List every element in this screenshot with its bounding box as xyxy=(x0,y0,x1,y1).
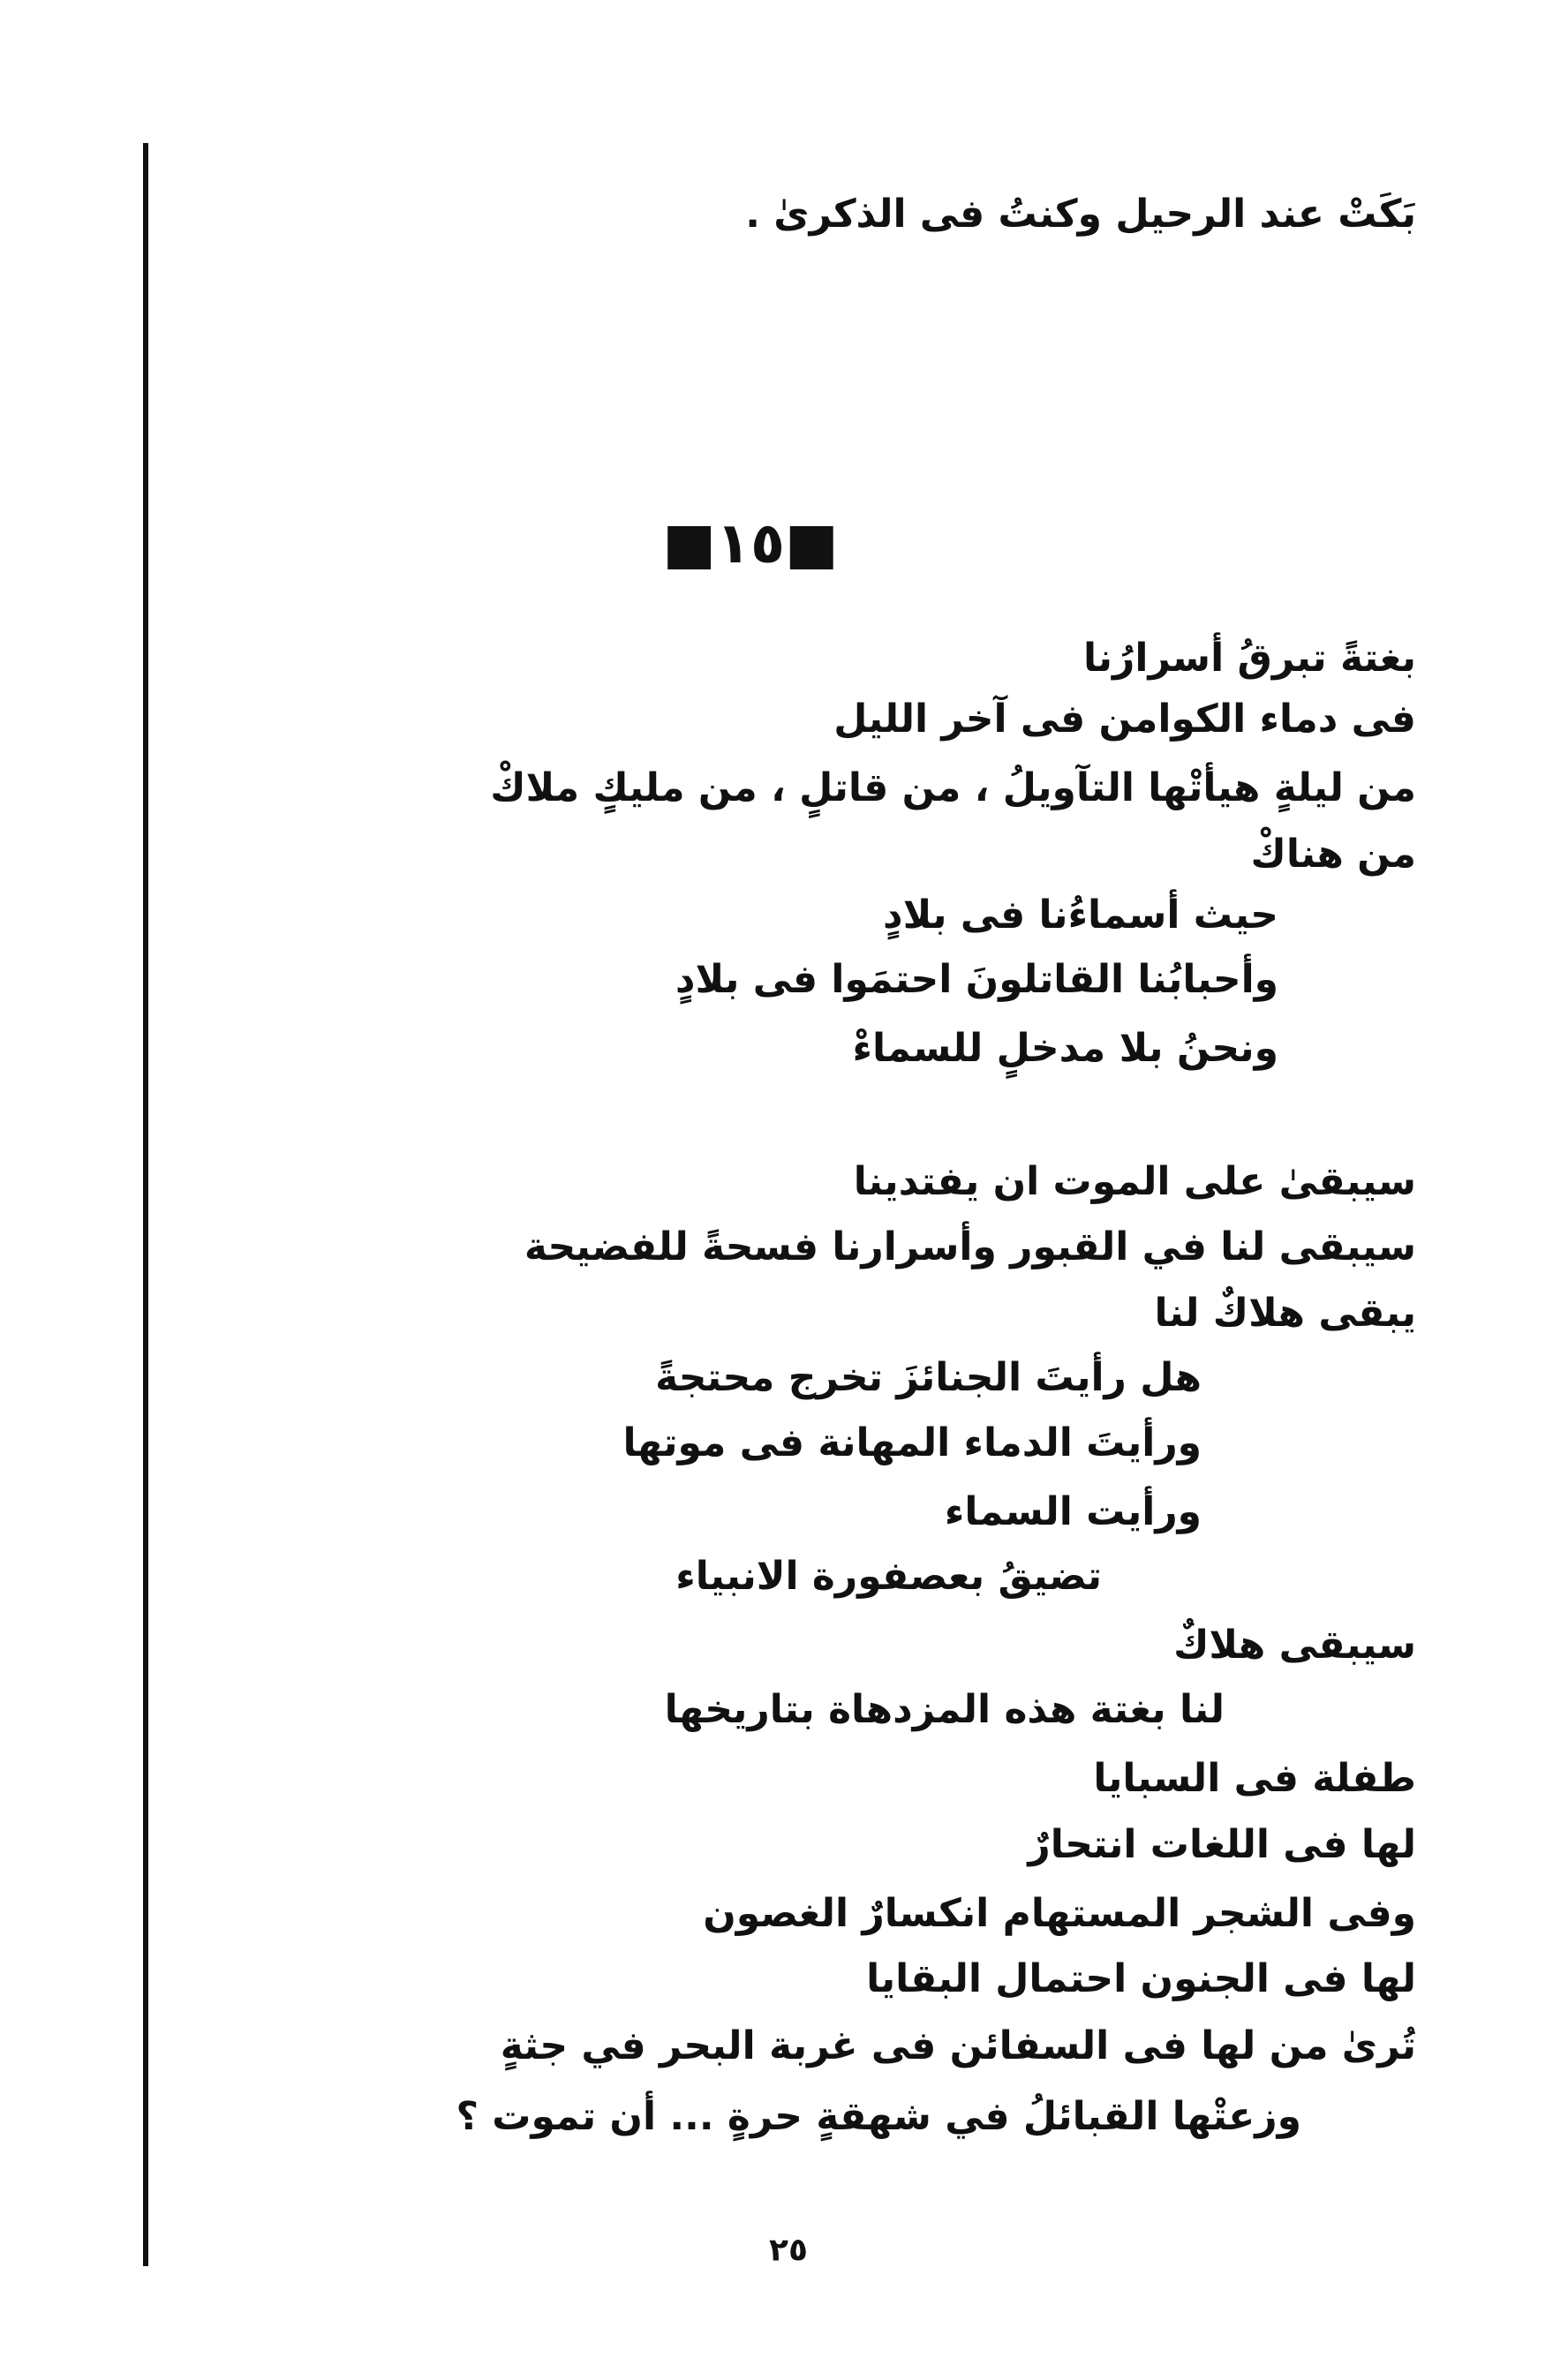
poem-line: بغتةً تبرقُ أسرارُنا xyxy=(1082,636,1416,681)
margin-rule xyxy=(143,143,148,2266)
poem-line: تضيقُ بعصفورة الانبياء xyxy=(675,1554,1102,1599)
poem-line: سيبقى لنا في القبور وأسرارنا فسحةً للفضيحة xyxy=(524,1224,1416,1269)
poem-line: من هناكْ xyxy=(1250,832,1416,877)
poem-line: ورأيت السماء xyxy=(944,1489,1202,1534)
poem-line: فى دماء الكوامن فى آخر الليل xyxy=(833,697,1416,742)
poem-line: حيث أسماءُنا فى بلادٍ xyxy=(883,893,1278,938)
poem-line: وفى الشجر المستهام انكسارٌ الغصون xyxy=(703,1891,1416,1936)
poem-line: هل رأيتَ الجنائزَ تخرج محتجةً xyxy=(655,1355,1202,1400)
poem-line: ونحنُ بلا مدخلٍ للسماءْ xyxy=(852,1026,1278,1071)
poem-line: لنا بغتة هذه المزدهاة بتاريخها xyxy=(664,1687,1225,1732)
poem-line: سيبقىٰ على الموت ان يفتدينا xyxy=(853,1159,1416,1204)
poem-line: سيبقى هلاكٌ xyxy=(1173,1623,1416,1668)
poem-line: وزعتْها القبائلُ في شهقةٍ حرةٍ ... أن تموت ؟ xyxy=(456,2094,1301,2139)
poem-line: ورأيتَ الدماء المهانة فى موتها xyxy=(622,1420,1202,1465)
poem-line: وأحبابُنا القاتلونَ احتمَوا فى بلادٍ xyxy=(675,957,1278,1002)
section-number: ■١٥■ xyxy=(662,511,839,576)
poem-line: لها فى اللغات انتحارٌ xyxy=(1028,1822,1416,1867)
poem-line: تُرىٰ من لها فى السفائن فى غربة البحر في جثةٍ xyxy=(500,2023,1416,2068)
poem-line: من ليلةٍ هيأتْها التآويلُ ، من قاتلٍ ، من مليكٍ ملاكْ xyxy=(490,765,1416,810)
page-number: ٢٥ xyxy=(769,2232,808,2269)
previous-poem-last-line: بَكَتْ عند الرحيل وكنتُ فى الذكرىٰ . xyxy=(745,192,1416,237)
poem-line: يبقى هلاكٌ لنا xyxy=(1154,1291,1416,1336)
poem-line: طفلة فى السبايا xyxy=(1093,1756,1416,1801)
poem-line: لها فى الجنون احتمال البقايا xyxy=(866,1956,1416,2001)
